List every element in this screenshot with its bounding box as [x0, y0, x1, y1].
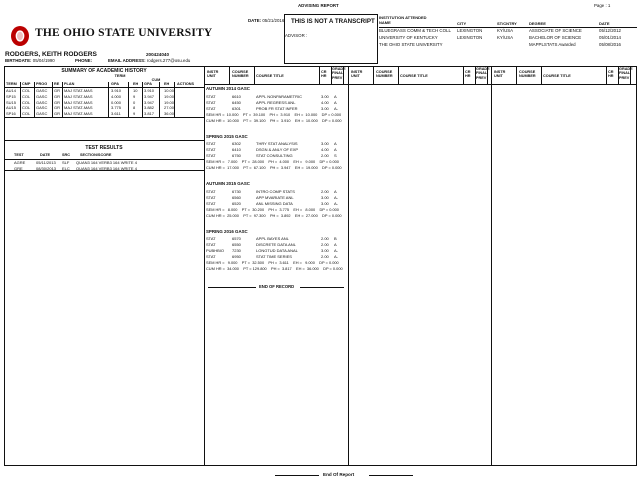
summary-cell: 0 — [133, 99, 136, 105]
course-cell: 2.00 — [321, 254, 329, 259]
summary-cell: GR — [54, 88, 60, 93]
course-cell: STAT — [206, 194, 216, 200]
summary-cell: 36.00 — [164, 111, 175, 117]
header-cr-hr: CR HR — [608, 70, 614, 79]
cum-totals: CUM HR = 10.000 PT = 39.100 PH = 3.910 EH = 10.000 DP = 0.000 — [206, 117, 342, 123]
header-course-title: COURSE TITLE — [543, 74, 571, 78]
course-cell: STAT — [206, 236, 216, 241]
course-cell: A- — [334, 254, 338, 259]
course-cell: STAT — [206, 254, 216, 259]
summary-cell: GASC — [36, 99, 48, 105]
test-cell: QUAN3 164 VERB3 164 WRITE 4 — [76, 165, 137, 171]
summary-cell: 9 — [133, 93, 136, 99]
course-cell: A — [334, 141, 337, 146]
summary-group-term: TERM — [114, 74, 126, 78]
term-header: AUTUMN 2015 GASC — [206, 181, 250, 186]
summary-cell: GR — [54, 105, 60, 111]
course-cell: APPL REGRESS ANL — [256, 99, 296, 105]
course-cell: 6570 — [232, 236, 241, 241]
header-grade: GRADE FINAL PREV — [619, 67, 633, 80]
header-course-number: COURSE NUMBER — [232, 70, 249, 79]
course-cell: 6730 — [232, 188, 241, 194]
course-cell: 6560 — [232, 194, 241, 200]
university-logo — [10, 25, 30, 47]
summary-cell: 27.00 — [164, 105, 175, 111]
summary-cell: GR — [54, 93, 60, 99]
course-cell: 2.00 — [321, 236, 329, 241]
course-cell: A — [334, 242, 337, 247]
course-cell: APP MVARIATE ANL — [256, 194, 294, 200]
course-cell: STAT — [206, 200, 216, 206]
course-cell: STAT — [206, 153, 216, 158]
test-cell: QUAN3 164 VERB3 164 WRITE 4 — [76, 160, 137, 165]
header-instr-unit: INSTR UNIT — [351, 70, 363, 79]
header-grade: GRADE FINAL PREV — [332, 67, 346, 80]
course-cell: 6550 — [232, 242, 241, 247]
summary-cell: 4.000 — [111, 93, 122, 99]
test-results-title: TEST RESULTS — [85, 145, 123, 151]
birthdate-label: BIRTHDATE: — [5, 58, 32, 63]
summary-cell: GASC — [36, 105, 48, 111]
summary-cell: GASC — [36, 88, 48, 93]
course-cell: 3.00 — [321, 93, 329, 99]
course-cell: A — [334, 147, 337, 152]
course-cell: APPL NONPARAMETRIC — [256, 93, 303, 99]
course-cell: STAT — [206, 188, 216, 194]
summary-cell: GR — [54, 111, 60, 117]
course-cell: 6950 — [232, 254, 241, 259]
sem-totals: SEM HR = 8.000 PT = 30.200 PH = 3.775 EH = 8.000 DP = 0.000 — [206, 206, 339, 212]
summary-cell: 10.00 — [164, 88, 175, 93]
email-label: EMAIL ADDRESS: — [108, 58, 146, 63]
summary-cell: 19.00 — [164, 99, 175, 105]
summary-cell: 10 — [133, 88, 138, 93]
summary-group-cum: CUM — [151, 78, 161, 82]
report-title: ADVISING REPORT — [298, 3, 339, 8]
institutions-header-degree: DEGREE — [529, 21, 546, 26]
course-cell: 3.00 — [321, 105, 329, 111]
cum-totals: CUM HR = 34.000 PT = 129.800 PH = 3.817 EH = 36.000 DP = 0.000 — [206, 266, 343, 271]
tests-header-row: TEST DATE SRC SECTION/SCORE — [14, 153, 112, 157]
summary-cell: AU15 — [6, 105, 17, 111]
student-name: RODGERS, KEITH RODGERS — [5, 51, 97, 58]
course-cell: DISCRETE DATA ANL — [256, 242, 296, 247]
course-cell: STAT — [206, 242, 216, 247]
summary-cell: 19.00 — [164, 93, 175, 99]
summary-cell: 0.000 — [111, 99, 122, 105]
summary-cell: GASC — [36, 111, 48, 117]
course-cell: 3.00 — [321, 248, 329, 253]
institutions-header-date: DATE — [599, 21, 610, 26]
summary-cell: COL — [22, 111, 31, 117]
test-cell: 08/30/2013 — [36, 165, 57, 171]
summary-cell: 3.882 — [144, 105, 155, 111]
course-cell: 4.00 — [321, 99, 329, 105]
course-cell: 2.00 — [321, 188, 329, 194]
birthdate-value: 05/04/1990 — [32, 58, 55, 63]
phone-label: PHONE: — [75, 58, 93, 63]
header-course-number: COURSE NUMBER — [376, 70, 393, 79]
sem-totals: SEM HR = 7.000 PT = 28.000 PH = 4.000 EH = 9.000 DP = 0.000 — [206, 159, 339, 164]
course-cell: 6410 — [232, 147, 241, 152]
test-cell: AGRE — [14, 160, 26, 165]
course-cell: ANL MISSING DATA — [256, 200, 293, 206]
course-cell: LONGTUD DATA ANAL — [256, 248, 298, 253]
course-cell: 2.00 — [321, 153, 329, 158]
course-cell: 4.00 — [321, 147, 329, 152]
cum-totals: CUM HR = 17.000 PT = 67.100 PH = 3.947 EH = 19.000 DP = 0.000 — [206, 165, 342, 170]
institutions-header-city: CITY — [457, 21, 467, 26]
header-grade: GRADE FINAL PREV — [476, 67, 490, 80]
page-number: Page : 1 — [594, 3, 611, 8]
course-cell: B — [334, 236, 337, 241]
block-o-icon — [10, 25, 30, 47]
advisor-label: ADVISOR : — [285, 33, 308, 38]
summary-cell: 9 — [133, 111, 136, 117]
summary-cell: 3.611 — [111, 111, 121, 117]
course-cell: A- — [334, 105, 338, 111]
term-header: AUTUMN 2014 GASC — [206, 86, 250, 91]
summary-header-row: TERM CMP PROG RE PLAN GPA EH GPA EH ACTIONS — [6, 82, 195, 86]
institutions-header-name: INSTITUTION ATTENDED NAME — [379, 15, 427, 25]
summary-cell: GR — [54, 99, 60, 105]
course-cell: STAT CONSULTING — [256, 153, 293, 158]
summary-cell: COL — [22, 93, 31, 99]
course-cell: STAT — [206, 93, 216, 99]
cum-totals: CUM HR = 25.000 PT = 97.300 PH = 3.892 EH = 27.000 DP = 0.000 — [206, 212, 342, 218]
header-instr-unit: INSTR UNIT — [494, 70, 506, 79]
course-cell: STAT TIME SERIES — [256, 254, 292, 259]
summary-cell: 3.817 — [144, 111, 155, 117]
date-value: 05/21/2016 — [262, 18, 285, 23]
summary-cell: MAJ STAT-MAS — [64, 99, 93, 105]
course-cell: 6302 — [232, 141, 241, 146]
course-cell: A- — [334, 194, 338, 200]
summary-cell: MAJ STAT-MAS — [64, 88, 93, 93]
term-header: SPRING 2016 GASC — [206, 228, 248, 234]
header-cr-hr: CR HR — [465, 70, 471, 79]
sem-totals: SEM HR = 10.000 PT = 39.100 PH = 3.910 EH = 10.000 DP = 0.000 — [206, 111, 342, 117]
course-cell: 3.00 — [321, 194, 329, 200]
birthdate — [5, 58, 55, 63]
course-cell: STAT — [206, 99, 216, 105]
course-cell: 7230 — [232, 248, 241, 253]
test-cell: SLF — [62, 160, 70, 165]
header-course-title: COURSE TITLE — [256, 74, 284, 78]
summary-cell: 3.947 — [144, 93, 155, 99]
university-name: THE OHIO STATE UNIVERSITY — [35, 27, 213, 39]
header-course-number: COURSE NUMBER — [519, 70, 536, 79]
course-cell: 2.00 — [321, 242, 329, 247]
summary-cell: 3.947 — [144, 99, 155, 105]
header-instr-unit: INSTR UNIT — [207, 70, 219, 79]
summary-cell: MAJ STAT-MAS — [64, 111, 93, 117]
header-course-title: COURSE TITLE — [400, 74, 428, 78]
summary-cell: COL — [22, 88, 31, 93]
summary-cell: SU15 — [6, 99, 17, 105]
course-cell: PUBHBIO — [206, 248, 225, 253]
course-cell: 6520 — [232, 200, 241, 206]
summary-cell: SP15 — [6, 93, 16, 99]
email-value: rodgers.277@osu.edu — [146, 58, 191, 63]
course-cell: 6301 — [232, 105, 241, 111]
course-cell: A — [334, 93, 337, 99]
course-cell: INTRO COMP STATS — [256, 188, 295, 194]
course-cell: STAT — [206, 105, 216, 111]
sem-totals: SEM HR = 9.000 PT = 32.500 PH = 3.611 EH = 9.000 DP = 0.000 — [206, 260, 339, 265]
course-cell: 3.00 — [321, 200, 329, 206]
term-header: SPRING 2015 GASC — [206, 133, 248, 139]
course-cell: PROB FR STAT INFER — [256, 105, 298, 111]
student-id: 200424040 — [146, 52, 169, 57]
summary-cell: COL — [22, 99, 31, 105]
course-cell: A — [334, 99, 337, 105]
course-cell: 6450 — [232, 99, 241, 105]
course-cell: DSGN & ANLY OF EXP — [256, 147, 299, 152]
date-label: DATE: — [248, 18, 262, 23]
course-cell: THRY STAT ANALYSIS — [256, 141, 298, 146]
summary-cell: SP16 — [6, 111, 16, 117]
test-cell: GRE — [14, 165, 23, 171]
course-cell: A- — [334, 200, 338, 206]
summary-cell: MAJ STAT-MAS — [64, 105, 93, 111]
summary-cell: 3.775 — [111, 105, 122, 111]
header-cr-hr: CR HR — [321, 70, 327, 79]
institutions-header-country: ST/CNTRY — [497, 21, 517, 26]
summary-cell: MAJ STAT-MAS — [64, 93, 93, 99]
summary-cell: AU14 — [6, 88, 17, 93]
course-cell: APPL BAYES ANL — [256, 236, 289, 241]
transcript-notice: THIS IS NOT A TRANSCRIPT — [291, 18, 375, 25]
course-cell: 3.00 — [321, 141, 329, 146]
test-cell: ELC — [62, 165, 70, 171]
course-cell: STAT — [206, 141, 216, 146]
end-of-report: End Of Report — [323, 472, 355, 477]
summary-cell: COL — [22, 105, 31, 111]
course-cell: S — [334, 153, 337, 158]
summary-cell: 3.910 — [111, 88, 122, 93]
test-cell: 05/11/2013 — [36, 160, 56, 165]
course-cell: A — [334, 188, 337, 194]
summary-title: SUMMARY OF ACADEMIC HISTORY — [61, 68, 147, 74]
course-cell: A- — [334, 248, 338, 253]
end-of-record: END OF RECORD — [259, 284, 295, 289]
summary-cell: 8 — [133, 105, 136, 111]
course-cell: STAT — [206, 147, 216, 152]
course-cell: 6750 — [232, 153, 241, 158]
summary-cell: 3.910 — [144, 88, 155, 93]
course-cell: 6610 — [232, 93, 241, 99]
summary-cell: GASC — [36, 93, 48, 99]
